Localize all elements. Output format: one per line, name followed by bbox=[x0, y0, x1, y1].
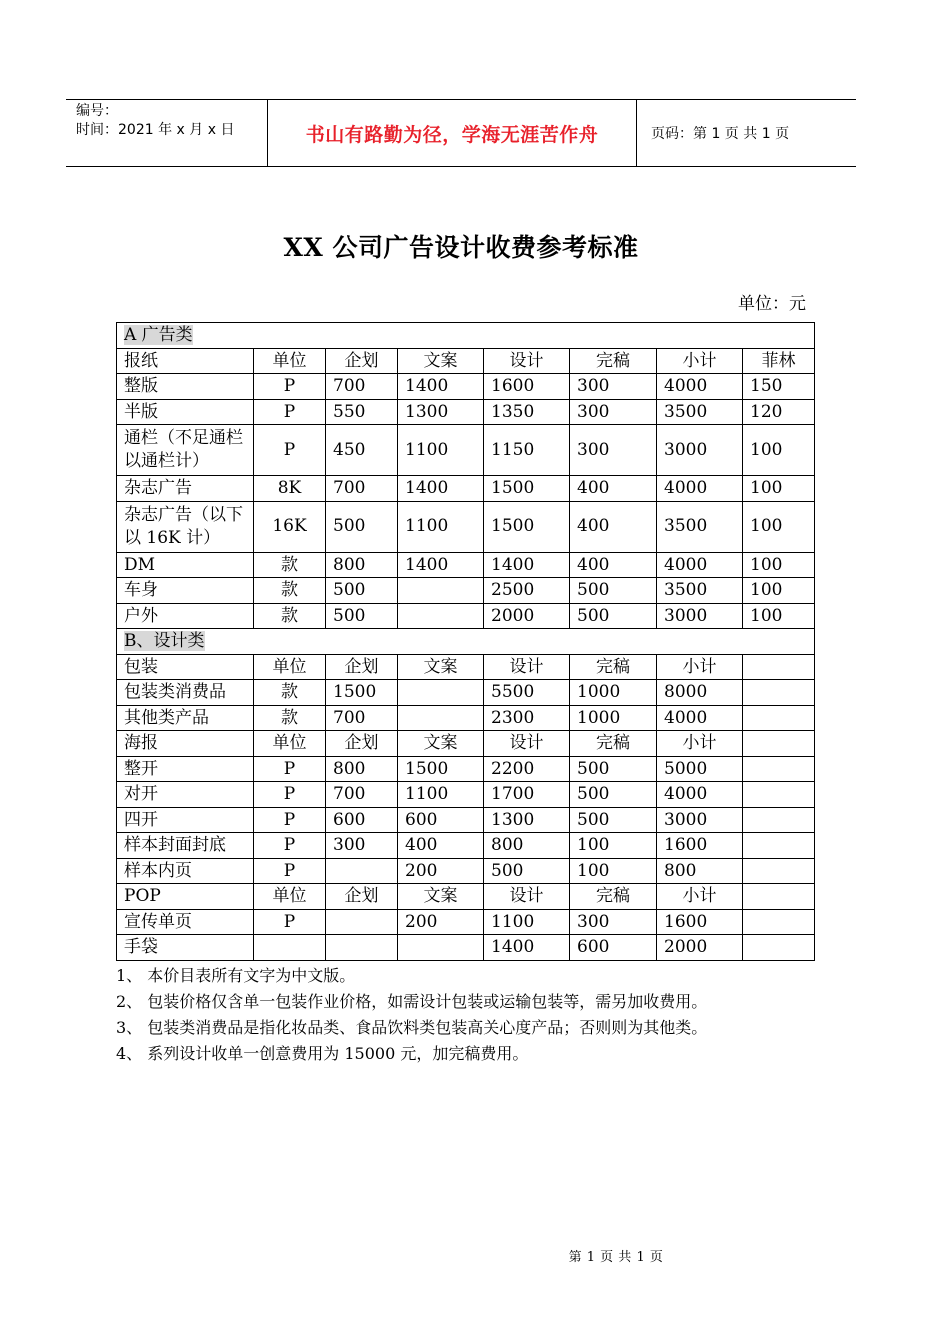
table-row bbox=[117, 425, 815, 476]
table-cell bbox=[254, 935, 326, 961]
document-number-label: 编号： bbox=[76, 103, 118, 119]
table-cell: 样本封面封底 bbox=[117, 833, 254, 859]
table-cell: 100 bbox=[570, 858, 657, 884]
table-cell: 通栏（不足通栏以通栏计） bbox=[117, 425, 254, 476]
table-cell: 8K bbox=[254, 476, 326, 502]
fee-table bbox=[116, 322, 815, 961]
table-row bbox=[117, 680, 815, 706]
table-cell bbox=[743, 756, 815, 782]
table-row bbox=[117, 756, 815, 782]
unit-label: 单位：元 bbox=[738, 294, 806, 314]
header-cell: 设计 bbox=[484, 731, 570, 757]
table-cell: P bbox=[254, 807, 326, 833]
header-cell: 设计 bbox=[484, 884, 570, 910]
table-cell: 对开 bbox=[117, 782, 254, 808]
section-label: A 广告类 bbox=[124, 325, 193, 346]
header-cell: 文案 bbox=[398, 884, 484, 910]
header-cell: 企划 bbox=[326, 654, 398, 680]
table-cell bbox=[326, 858, 398, 884]
table-cell bbox=[743, 935, 815, 961]
table-cell: DM bbox=[117, 552, 254, 578]
table-cell bbox=[743, 782, 815, 808]
table-row bbox=[117, 705, 815, 731]
table-row bbox=[117, 552, 815, 578]
table-cell: 300 bbox=[570, 399, 657, 425]
table-cell: 整开 bbox=[117, 756, 254, 782]
table-cell: 1150 bbox=[484, 425, 570, 476]
table-cell: 3500 bbox=[657, 578, 743, 604]
table-cell: 600 bbox=[326, 807, 398, 833]
table-cell: 4000 bbox=[657, 782, 743, 808]
table-cell: 800 bbox=[657, 858, 743, 884]
table-row bbox=[117, 833, 815, 859]
note-item: 2、 包装价格仅含单一包装作业价格，如需设计包装或运输包装等，需另加收费用。 bbox=[116, 992, 708, 1011]
table-cell: 1600 bbox=[484, 374, 570, 400]
table-cell: 1100 bbox=[398, 501, 484, 552]
header-cell: 小计 bbox=[657, 884, 743, 910]
header-cell: 完稿 bbox=[570, 731, 657, 757]
header-cell: 文案 bbox=[398, 654, 484, 680]
table-cell: P bbox=[254, 782, 326, 808]
table-cell: 500 bbox=[570, 807, 657, 833]
header-page-label: 页码：第 1 页 共 1 页 bbox=[651, 126, 790, 142]
table-cell: 200 bbox=[398, 909, 484, 935]
document-title: XX 公司广告设计收费参考标准 bbox=[283, 233, 639, 262]
table-cell bbox=[743, 705, 815, 731]
header-cell: 单位 bbox=[254, 731, 326, 757]
table-row bbox=[117, 858, 815, 884]
table-cell: P bbox=[254, 858, 326, 884]
table-cell: P bbox=[254, 909, 326, 935]
table-cell: 款 bbox=[254, 680, 326, 706]
table-cell bbox=[398, 578, 484, 604]
note-item: 3、 包装类消费品是指化妆品类、食品饮料类包装高关心度产品；否则则为其他类。 bbox=[116, 1018, 708, 1037]
table-row bbox=[117, 603, 815, 629]
table-cell: 1400 bbox=[398, 552, 484, 578]
table-cell: 1000 bbox=[570, 680, 657, 706]
table-cell: 半版 bbox=[117, 399, 254, 425]
table-cell: 450 bbox=[326, 425, 398, 476]
table-cell: 1700 bbox=[484, 782, 570, 808]
header-cell: 小计 bbox=[657, 654, 743, 680]
table-cell: 5000 bbox=[657, 756, 743, 782]
table-cell: 100 bbox=[743, 425, 815, 476]
table-cell: 1500 bbox=[326, 680, 398, 706]
header-cell: 包装 bbox=[117, 654, 254, 680]
table-cell: 300 bbox=[570, 374, 657, 400]
table-cell: 1500 bbox=[484, 476, 570, 502]
table-cell: 800 bbox=[326, 756, 398, 782]
header-cell: POP bbox=[117, 884, 254, 910]
table-cell: 100 bbox=[743, 578, 815, 604]
table-cell: 500 bbox=[570, 603, 657, 629]
header-motto: 书山有路勤为径，学海无涯苦作舟 bbox=[267, 100, 637, 166]
table-cell bbox=[326, 909, 398, 935]
table-cell: 3000 bbox=[657, 425, 743, 476]
table-cell: 300 bbox=[326, 833, 398, 859]
table-cell: P bbox=[254, 833, 326, 859]
table-cell: 3000 bbox=[657, 603, 743, 629]
table-cell bbox=[326, 935, 398, 961]
table-cell: 700 bbox=[326, 374, 398, 400]
table-cell: 1350 bbox=[484, 399, 570, 425]
header-cell: 单位 bbox=[254, 884, 326, 910]
page-header bbox=[66, 99, 856, 167]
table-cell: 500 bbox=[326, 501, 398, 552]
table-row bbox=[117, 935, 815, 961]
section-row bbox=[117, 629, 815, 655]
table-row bbox=[117, 578, 815, 604]
table-row bbox=[117, 782, 815, 808]
table-cell: 宣传单页 bbox=[117, 909, 254, 935]
note-item: 1、 本价目表所有文字为中文版。 bbox=[116, 966, 356, 985]
table-cell: 1400 bbox=[484, 935, 570, 961]
header-row bbox=[117, 884, 815, 910]
table-cell: 500 bbox=[326, 578, 398, 604]
header-cell: 小计 bbox=[657, 348, 743, 374]
table-cell: 1100 bbox=[398, 425, 484, 476]
header-row bbox=[117, 731, 815, 757]
table-cell: 3500 bbox=[657, 501, 743, 552]
table-cell: 整版 bbox=[117, 374, 254, 400]
table-row bbox=[117, 807, 815, 833]
table-cell: 3000 bbox=[657, 807, 743, 833]
table-cell: 550 bbox=[326, 399, 398, 425]
header-cell: 小计 bbox=[657, 731, 743, 757]
header-cell: 报纸 bbox=[117, 348, 254, 374]
table-cell: 1300 bbox=[398, 399, 484, 425]
table-cell bbox=[743, 833, 815, 859]
table-cell: 800 bbox=[484, 833, 570, 859]
header-cell: 完稿 bbox=[570, 884, 657, 910]
header-cell: 文案 bbox=[398, 348, 484, 374]
document-time-label: 时间：2021 年 x 月 x 日 bbox=[76, 122, 235, 138]
table-cell: 800 bbox=[326, 552, 398, 578]
table-cell: 款 bbox=[254, 705, 326, 731]
header-cell: 设计 bbox=[484, 654, 570, 680]
table-cell: 1000 bbox=[570, 705, 657, 731]
table-cell: 100 bbox=[743, 552, 815, 578]
table-cell: 4000 bbox=[657, 705, 743, 731]
table-cell: P bbox=[254, 756, 326, 782]
table-cell: 1100 bbox=[484, 909, 570, 935]
table-cell: 1500 bbox=[398, 756, 484, 782]
table-cell: 500 bbox=[570, 578, 657, 604]
table-cell: 1100 bbox=[398, 782, 484, 808]
table-cell: 100 bbox=[743, 501, 815, 552]
table-cell: 400 bbox=[570, 552, 657, 578]
table-cell: 1600 bbox=[657, 833, 743, 859]
page-footer: 第 1 页 共 1 页 bbox=[568, 1250, 664, 1265]
table-cell bbox=[743, 909, 815, 935]
table-cell: 8000 bbox=[657, 680, 743, 706]
table-cell: 1600 bbox=[657, 909, 743, 935]
table-cell: P bbox=[254, 425, 326, 476]
table-row bbox=[117, 399, 815, 425]
table-cell: 5500 bbox=[484, 680, 570, 706]
table-cell: 1300 bbox=[484, 807, 570, 833]
table-cell: 100 bbox=[743, 603, 815, 629]
table-cell: 600 bbox=[570, 935, 657, 961]
table-cell: 款 bbox=[254, 603, 326, 629]
table-cell: 150 bbox=[743, 374, 815, 400]
table-cell: 1400 bbox=[398, 374, 484, 400]
header-cell: 海报 bbox=[117, 731, 254, 757]
header-cell bbox=[743, 731, 815, 757]
table-cell: 1500 bbox=[484, 501, 570, 552]
header-cell: 菲林 bbox=[743, 348, 815, 374]
table-cell: 1400 bbox=[398, 476, 484, 502]
header-cell: 设计 bbox=[484, 348, 570, 374]
table-cell: 2200 bbox=[484, 756, 570, 782]
table-cell: 100 bbox=[570, 833, 657, 859]
table-cell: 4000 bbox=[657, 476, 743, 502]
table-cell: 2000 bbox=[484, 603, 570, 629]
header-cell: 企划 bbox=[326, 348, 398, 374]
table-cell: 600 bbox=[398, 807, 484, 833]
table-cell: 300 bbox=[570, 909, 657, 935]
table-row bbox=[117, 476, 815, 502]
section-label: B、设计类 bbox=[124, 631, 205, 652]
table-cell bbox=[398, 603, 484, 629]
table-cell: 其他类产品 bbox=[117, 705, 254, 731]
table-cell: 2500 bbox=[484, 578, 570, 604]
table-cell bbox=[398, 705, 484, 731]
header-cell: 单位 bbox=[254, 654, 326, 680]
header-cell: 企划 bbox=[326, 731, 398, 757]
header-cell: 单位 bbox=[254, 348, 326, 374]
table-cell: 500 bbox=[326, 603, 398, 629]
table-cell: 500 bbox=[484, 858, 570, 884]
table-cell: 款 bbox=[254, 552, 326, 578]
table-row bbox=[117, 374, 815, 400]
header-cell bbox=[743, 654, 815, 680]
table-cell bbox=[743, 858, 815, 884]
table-cell: 4000 bbox=[657, 552, 743, 578]
table-cell: 400 bbox=[570, 501, 657, 552]
table-row bbox=[117, 909, 815, 935]
header-cell: 完稿 bbox=[570, 654, 657, 680]
header-row bbox=[117, 348, 815, 374]
header-cell bbox=[743, 884, 815, 910]
table-cell: P bbox=[254, 399, 326, 425]
table-cell: 400 bbox=[398, 833, 484, 859]
header-cell: 文案 bbox=[398, 731, 484, 757]
header-cell: 完稿 bbox=[570, 348, 657, 374]
table-cell: 2300 bbox=[484, 705, 570, 731]
table-cell: 车身 bbox=[117, 578, 254, 604]
table-cell: 杂志广告（以下以 16K 计） bbox=[117, 501, 254, 552]
table-cell: 100 bbox=[743, 476, 815, 502]
table-cell: P bbox=[254, 374, 326, 400]
table-cell: 2000 bbox=[657, 935, 743, 961]
table-cell: 700 bbox=[326, 705, 398, 731]
header-row bbox=[117, 654, 815, 680]
table-cell: 500 bbox=[570, 782, 657, 808]
table-cell: 200 bbox=[398, 858, 484, 884]
table-row bbox=[117, 501, 815, 552]
table-cell: 4000 bbox=[657, 374, 743, 400]
table-cell bbox=[743, 807, 815, 833]
table-cell: 500 bbox=[570, 756, 657, 782]
table-cell: 1400 bbox=[484, 552, 570, 578]
notes bbox=[116, 963, 707, 1067]
table-cell: 700 bbox=[326, 782, 398, 808]
table-cell: 400 bbox=[570, 476, 657, 502]
table-cell: 四开 bbox=[117, 807, 254, 833]
table-cell: 120 bbox=[743, 399, 815, 425]
table-cell: 700 bbox=[326, 476, 398, 502]
table-cell: 手袋 bbox=[117, 935, 254, 961]
table-cell bbox=[398, 935, 484, 961]
header-meta bbox=[76, 102, 266, 140]
table-cell: 300 bbox=[570, 425, 657, 476]
table-cell: 杂志广告 bbox=[117, 476, 254, 502]
table-cell: 户外 bbox=[117, 603, 254, 629]
section-row bbox=[117, 323, 815, 349]
table-cell: 16K bbox=[254, 501, 326, 552]
note-item: 4、 系列设计收单一创意费用为 15000 元，加完稿费用。 bbox=[116, 1044, 529, 1063]
table-cell bbox=[743, 680, 815, 706]
table-cell: 3500 bbox=[657, 399, 743, 425]
table-cell bbox=[398, 680, 484, 706]
header-cell: 企划 bbox=[326, 884, 398, 910]
table-cell: 款 bbox=[254, 578, 326, 604]
table-cell: 样本内页 bbox=[117, 858, 254, 884]
table-cell: 包装类消费品 bbox=[117, 680, 254, 706]
